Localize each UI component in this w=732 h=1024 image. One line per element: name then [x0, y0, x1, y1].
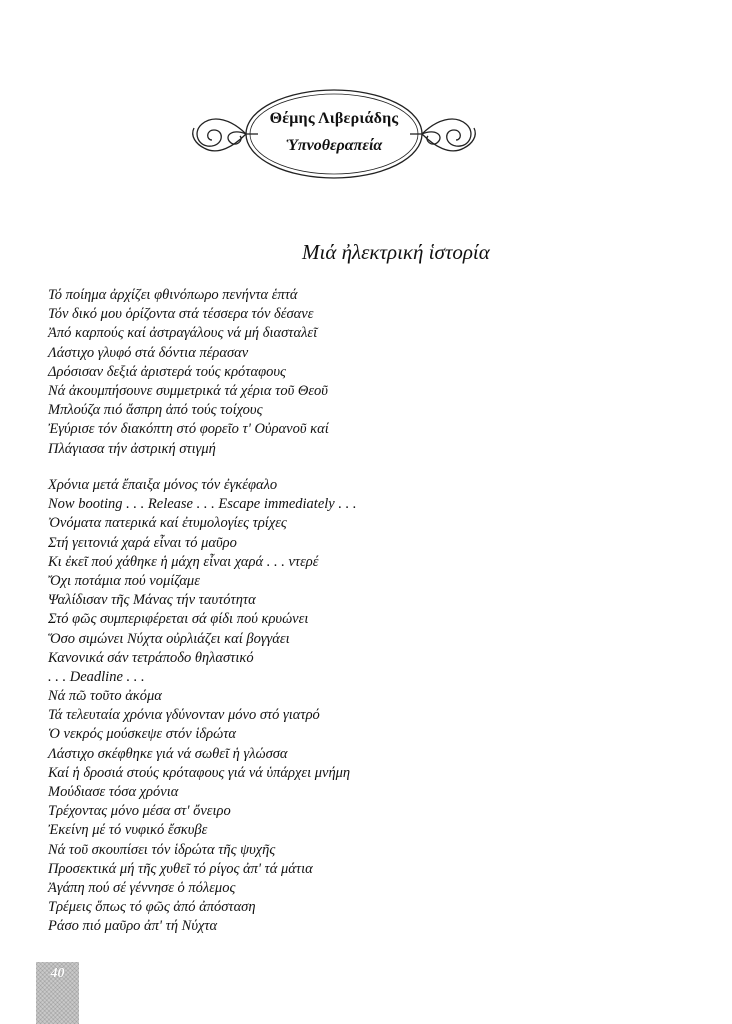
poem-line: Καί ἡ δροσιά στούς κρόταφους γιά νά ὑπάρχει μνήμη	[48, 764, 351, 781]
poem-line: Ὀνόματα πατερικά καί ἐτυμολογίες τρίχες	[48, 515, 287, 532]
poem-line: Ἐγύρισε τόν διακόπτη στό φορεῖο τ' Οὐρανοῦ καί	[48, 421, 329, 438]
poem-line: Ψαλίδισαν τῆς Μάνας τήν ταυτότητα	[48, 592, 256, 609]
poem-line: Ὄχι ποτάμια πού νομίζαμε	[48, 572, 200, 589]
poem-line: Τρέχοντας μόνο μέσα στ' ὄνειρο	[48, 803, 231, 820]
poem-line: Νά πῶ τοῦτο ἀκόμα	[48, 688, 162, 705]
poem-line: Δρόσισαν δεξιά ἀριστερά τούς κρόταφους	[48, 363, 286, 380]
page-number: 40	[50, 966, 65, 981]
poem-line: Μούδιασε τόσα χρόνια	[48, 784, 179, 800]
poem-line: Κι ἐκεῖ πού χάθηκε ἡ μάχη εἶναι χαρά . . . ντερέ	[48, 553, 319, 570]
poem-line: Λάστιχο σκέφθηκε γιά νά σωθεῖ ἡ γλώσσα	[48, 745, 288, 762]
poem-line: Πλάγιασα τήν ἀστρική στιγμή	[48, 440, 216, 457]
poem-stanza-1	[48, 286, 329, 459]
poem-stanza-2	[48, 476, 356, 937]
poem-line: Ὁ νεκρός μούσκεψε στόν ἱδρώτα	[48, 726, 236, 743]
poem-line: Τό ποίημα ἀρχίζει φθινόπωρο πενήντα ἑπτά	[48, 287, 298, 303]
poem-title: Μιά ἠλεκτρική ἱστορία	[302, 240, 490, 264]
poem-line: Λάστιχο γλυφό στά δόντια πέρασαν	[48, 344, 249, 361]
poem-line: Νά ἀκουμπήσουνε συμμετρικά τά χέρια τοῦ Θεοῦ	[48, 382, 328, 399]
page-number-box	[36, 962, 79, 1024]
poem-line: Χρόνια μετά ἔπαιξα μόνος τόν ἐγκέφαλο	[48, 477, 278, 493]
poem-line: Μπλούζα πιό ἄσπρη ἀπό τούς τοίχους	[48, 402, 263, 419]
poem-line: Νά τοῦ σκουπίσει τόν ἱδρώτα τῆς ψυχῆς	[48, 841, 276, 858]
poem-line: Στή γειτονιά χαρά εἶναι τό μαῦρο	[48, 534, 237, 551]
poem-line: . . . Deadline . . .	[48, 668, 145, 685]
poem-line: Ὅσο σιμώνει Νύχτα οὐρλιάζει καί βογγάει	[48, 630, 290, 647]
poem-line: Προσεκτικά μή τῆς χυθεῖ τό ρίγος ἀπ' τά μάτια	[48, 860, 313, 877]
poem-line: Κανονικά σάν τετράποδο θηλαστικό	[48, 649, 254, 666]
poem-line: Τόν δικό μου ὁρίζοντα στά τέσσερα τόν δέσανε	[48, 306, 314, 323]
book-subtitle: Ὑπνοθεραπεία	[285, 137, 383, 154]
poem-line: Ἀπό καρπούς καί ἀστραγάλους νά μή διασταλεῖ	[48, 325, 318, 342]
author-name: Θέμης Λιβεριάδης	[269, 110, 399, 127]
poem-line: Τρέμεις ὅπως τό φῶς ἀπό ἀπόσταση	[48, 899, 256, 916]
poem-line: Ράσο πιό μαῦρο ἀπ' τή Νύχτα	[48, 918, 218, 935]
poem-line: Ἐκείνη μέ τό νυφικό ἔσκυβε	[48, 822, 208, 839]
poem-line: Στό φῶς συμπεριφέρεται σά φίδι πού κρυώνει	[48, 611, 309, 628]
poem-line: Now booting . . . Release . . . Escape immediately . . .	[48, 496, 357, 513]
poem-line: Ἀγάπη πού σέ γέννησε ὁ πόλεμος	[48, 879, 236, 896]
header-ornament	[184, 86, 484, 196]
poem-line: Τά τελευταία χρόνια γδύνονταν μόνο στό γιατρό	[48, 707, 320, 724]
